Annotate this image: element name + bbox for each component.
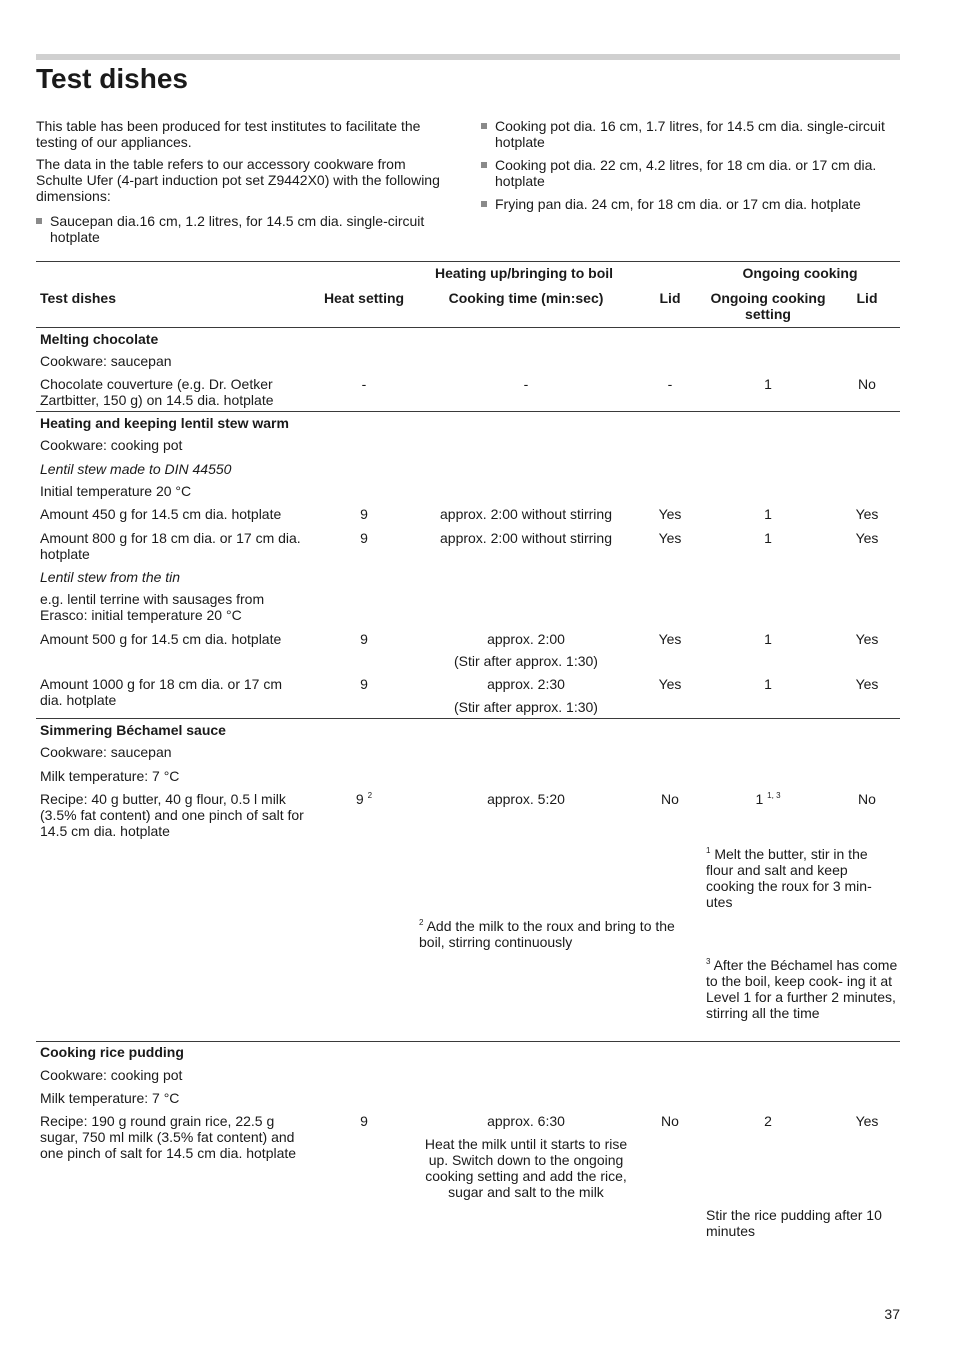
intro-bullet-saucepan: Saucepan dia.16 cm, 1.2 litres, for 14.5 cm dia. single-circuit hotplate (36, 213, 456, 245)
intro-bullet-pot-16: Cooking pot dia. 16 cm, 1.7 litres, for 14.5 cm dia. single-circuit hotplate (481, 118, 899, 150)
ongoing-setting-value: 1 (764, 506, 772, 522)
lid-value: Yes (658, 506, 682, 522)
footnote-2: $^2$ Add the milk to the roux and bring to the boil, stirring continuously (419, 918, 675, 950)
group-header-heating: Heating up/bringing to boil (434, 265, 614, 281)
lid-value: - (667, 376, 673, 392)
heat-setting-value: - (361, 376, 367, 392)
ongoing-setting-value: 1 (764, 676, 772, 692)
dish-amount-500: Amount 500 g for 14.5 cm dia. hotplate (40, 631, 282, 647)
ongoing-lid-value: Yes (855, 506, 879, 522)
section-rule (36, 718, 900, 719)
milk-temperature: Milk temperature: 7 °C (40, 1090, 180, 1106)
ongoing-lid-value: Yes (855, 530, 879, 546)
table-top-rule (36, 261, 900, 262)
cookware-label: Cookware: cooking pot (40, 437, 183, 453)
stir-note: (Stir after approx. 1:30) (454, 653, 598, 669)
lid-value: No (661, 791, 679, 807)
section-title-bechamel: Simmering Béchamel sauce (40, 722, 226, 738)
section-title-lentil-stew: Heating and keeping lentil stew warm (40, 415, 289, 431)
lid-value: Yes (658, 676, 682, 692)
subsection-din-lentil-stew: Lentil stew made to DIN 44550 (40, 461, 232, 477)
ongoing-lid-value: No (858, 376, 876, 392)
group-header-ongoing: Ongoing cooking (742, 265, 858, 281)
heat-setting-value: 9 $^2$ (355, 791, 373, 807)
tinned-stew-description: e.g. lentil terrine with sausages from Erasco: initial temperature 20 °C (40, 591, 265, 623)
ongoing-setting-value: 1 (764, 530, 772, 546)
heat-setting-value: 9 (360, 530, 368, 546)
dish-amount-1000: Amount 1000 g for 18 cm dia. or 17 cm dia. hotplate (40, 676, 283, 708)
header-heat-setting: Heat setting (323, 290, 405, 306)
dish-bechamel-recipe: Recipe: 40 g butter, 40 g flour, 0.5 l milk (3.5% fat content) and one pinch of salt for 14.5 cm dia. hotplate (40, 791, 304, 839)
intro-left-column (36, 118, 456, 252)
ongoing-setting-value: 1 (764, 376, 772, 392)
heat-setting-value: 9 (360, 506, 368, 522)
cookware-label: Cookware: cooking pot (40, 1067, 183, 1083)
lid-value: No (661, 1113, 679, 1129)
rice-heating-instructions: Heat the milk until it starts to rise up. Switch down to the ongoing cooking setting and add the rice, sugar and salt to the milk (424, 1136, 628, 1200)
dish-chocolate-couverture: Chocolate couverture (e.g. Dr. Oetker Zartbitter, 150 g) on 14.5 dia. hotplate (40, 376, 274, 408)
dish-amount-450: Amount 450 g for 14.5 cm dia. hotplate (40, 506, 282, 522)
ongoing-lid-value: Yes (855, 1113, 879, 1129)
lid-value: Yes (658, 530, 682, 546)
ongoing-lid-value: Yes (855, 676, 879, 692)
heat-setting-value: 9 (360, 631, 368, 647)
intro-bullet-pot-22: Cooking pot dia. 22 cm, 4.2 litres, for 18 cm dia. or 17 cm dia. hotplate (481, 157, 899, 189)
ongoing-lid-value: No (858, 791, 876, 807)
rice-stir-note: Stir the rice pudding after 10 minutes (706, 1207, 882, 1239)
ongoing-setting-value: 1 (764, 631, 772, 647)
lid-value: Yes (658, 631, 682, 647)
cooking-time-value: approx. 5:20 (487, 791, 565, 807)
heat-setting-value: 9 (360, 1113, 368, 1129)
cooking-time-value: approx. 2:30 (487, 676, 565, 692)
subsection-tinned-lentil-stew: Lentil stew from the tin (40, 569, 181, 585)
cooking-time-value: - (523, 376, 529, 392)
initial-temperature: Initial temperature 20 °C (40, 483, 192, 499)
intro-paragraph-2: The data in the table refers to our accessory cookware from Schulte Ufer (4-part induction pot set Z9442X0) with the following dimensions: (36, 156, 440, 204)
page-title: Test dishes (36, 63, 188, 94)
header-bottom-rule (36, 327, 900, 328)
intro-right-column (481, 118, 899, 219)
cooking-time-value: approx. 2:00 without stirring (440, 530, 612, 546)
cookware-label: Cookware: saucepan (40, 744, 172, 760)
page-number: 37 (884, 1306, 900, 1322)
intro-paragraph-1: This table has been produced for test institutes to facilitate the testing of our appliances. (36, 118, 421, 150)
header-ongoing-setting: Ongoing cooking setting (710, 290, 826, 322)
header-lid: Lid (659, 290, 681, 306)
milk-temperature: Milk temperature: 7 °C (40, 768, 180, 784)
top-divider-bar (36, 54, 900, 60)
dish-rice-pudding-recipe: Recipe: 190 g round grain rice, 22.5 g sugar, 750 ml milk (3.5% fat content) and one pinch of salt for 14.5 cm dia. hotplate (40, 1113, 297, 1161)
header-lid-ongoing: Lid (856, 290, 878, 306)
dish-amount-800: Amount 800 g for 18 cm dia. or 17 cm dia. hotplate (40, 530, 301, 562)
stir-note: (Stir after approx. 1:30) (454, 699, 598, 715)
section-title-melting-chocolate: Melting chocolate (40, 331, 159, 347)
cookware-label: Cookware: saucepan (40, 353, 172, 369)
section-rule (36, 1041, 900, 1042)
section-title-rice-pudding: Cooking rice pudding (40, 1044, 184, 1060)
cooking-time-value: approx. 2:00 without stirring (440, 506, 612, 522)
section-rule (36, 411, 900, 412)
ongoing-setting-value: 1 $^{1, 3}$ (755, 791, 781, 807)
heat-setting-value: 9 (360, 676, 368, 692)
cooking-time-value: approx. 6:30 (487, 1113, 565, 1129)
footnote-1: $^1$ Melt the butter, stir in the flour and salt and keep cooking the roux for 3 min- utes (706, 846, 872, 910)
ongoing-setting-value: 2 (764, 1113, 772, 1129)
header-test-dishes: Test dishes (40, 290, 116, 306)
ongoing-lid-value: Yes (855, 631, 879, 647)
header-cooking-time: Cooking time (min:sec) (448, 290, 604, 306)
intro-bullet-frying-pan: Frying pan dia. 24 cm, for 18 cm dia. or 17 cm dia. hotplate (481, 196, 899, 212)
footnote-3: $^3$ After the Béchamel has come to the boil, keep cook- ing it at Level 1 for a further 2 minutes, stirring all the time (706, 957, 898, 1021)
cooking-time-value: approx. 2:00 (487, 631, 565, 647)
